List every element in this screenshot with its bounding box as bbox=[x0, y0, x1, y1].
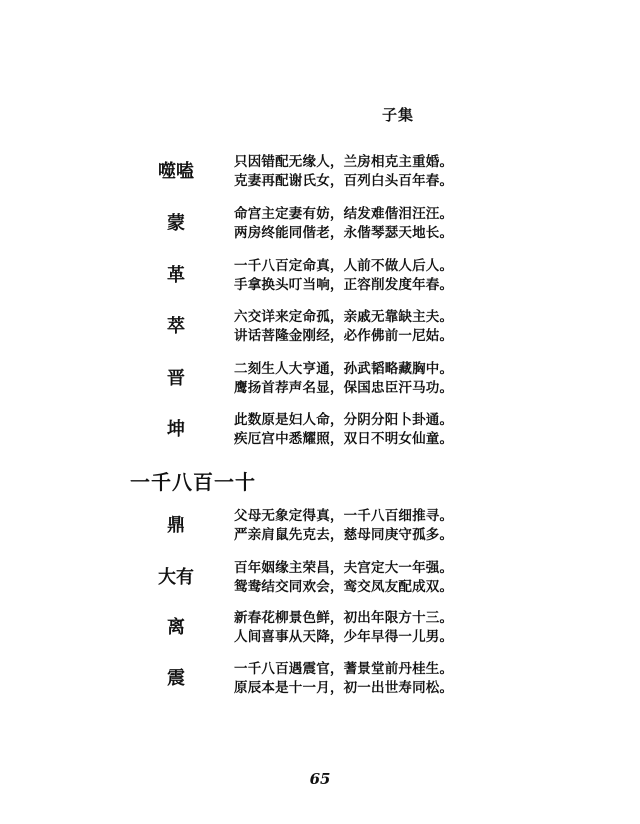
hexagram-name: 蒙 bbox=[167, 213, 185, 234]
entry-1 bbox=[0, 150, 640, 194]
hexagram-name: 鼎 bbox=[167, 515, 185, 536]
hexagram-name: 震 bbox=[167, 668, 185, 689]
verse-line-2: 鹰扬首荐声名显，保国忠臣汗马功。 bbox=[234, 380, 454, 396]
entry-2 bbox=[0, 202, 640, 246]
entry-9 bbox=[0, 606, 640, 650]
verse-line-1: 只因错配无缘人，兰房相克主重婚。 bbox=[234, 154, 454, 170]
verse-line-2: 手拿换头叮当响，正容削发度年春。 bbox=[234, 277, 454, 293]
hexagram-name: 晋 bbox=[167, 368, 185, 389]
verse-line-1: 新春花柳景色鲜，初出年限方十三。 bbox=[234, 610, 454, 626]
verse-line-2: 人间喜事从天降，少年早得一儿男。 bbox=[234, 629, 454, 645]
verse-line-2: 严亲肩鼠先克去，慈母同庚守孤多。 bbox=[234, 527, 454, 543]
verse-line-1: 六交详来定命孤，亲戚无靠缺主夫。 bbox=[234, 309, 454, 325]
page-number: 65 bbox=[309, 770, 331, 788]
hexagram-name: 革 bbox=[167, 265, 185, 286]
hexagram-name: 坤 bbox=[167, 419, 185, 440]
entry-4 bbox=[0, 305, 640, 349]
hexagram-name: 萃 bbox=[167, 316, 185, 337]
verse-line-1: 二刻生人大亨通，孙武韬略藏胸中。 bbox=[234, 361, 454, 377]
verse-line-2: 克妻再配谢氏女，百列白头百年春。 bbox=[234, 173, 454, 189]
verse-line-2: 讲话菩隆金刚经，必作佛前一尼姑。 bbox=[234, 328, 454, 344]
verse-line-2: 鸳鸯结交同欢会，鸾交凤友配成双。 bbox=[234, 579, 454, 595]
verse-line-1: 一千八百定命真，人前不做人后人。 bbox=[234, 258, 454, 274]
page-header: 子集 bbox=[382, 106, 415, 124]
verse-line-1: 此数原是妇人命，分阴分阳卜卦通。 bbox=[234, 412, 454, 428]
entry-8 bbox=[0, 556, 640, 600]
verse-line-2: 原辰本是十一月，初一出世寿同松。 bbox=[234, 680, 454, 696]
hexagram-name: 大有 bbox=[158, 567, 194, 588]
entry-5 bbox=[0, 357, 640, 401]
entry-3 bbox=[0, 254, 640, 298]
section-heading: 一千八百一十 bbox=[130, 470, 256, 494]
verse-line-2: 疾厄宫中悉耀照，双日不明女仙童。 bbox=[234, 431, 454, 447]
entry-6 bbox=[0, 408, 640, 452]
hexagram-name: 离 bbox=[167, 617, 185, 638]
verse-line-1: 父母无象定得真，一千八百细推寻。 bbox=[234, 508, 454, 524]
verse-line-1: 百年姻缘主荣昌，夫宫定大一年强。 bbox=[234, 560, 454, 576]
verse-line-1: 命宫主定妻有妨，结发难偕泪汪汪。 bbox=[234, 206, 454, 222]
entry-10 bbox=[0, 657, 640, 701]
verse-line-2: 两房终能同偕老，永偕琴瑟天地长。 bbox=[234, 225, 454, 241]
entry-7 bbox=[0, 504, 640, 548]
hexagram-name: 噬嗑 bbox=[158, 161, 194, 182]
verse-line-1: 一千八百遇震官，蓍景堂前丹桂生。 bbox=[234, 661, 454, 677]
